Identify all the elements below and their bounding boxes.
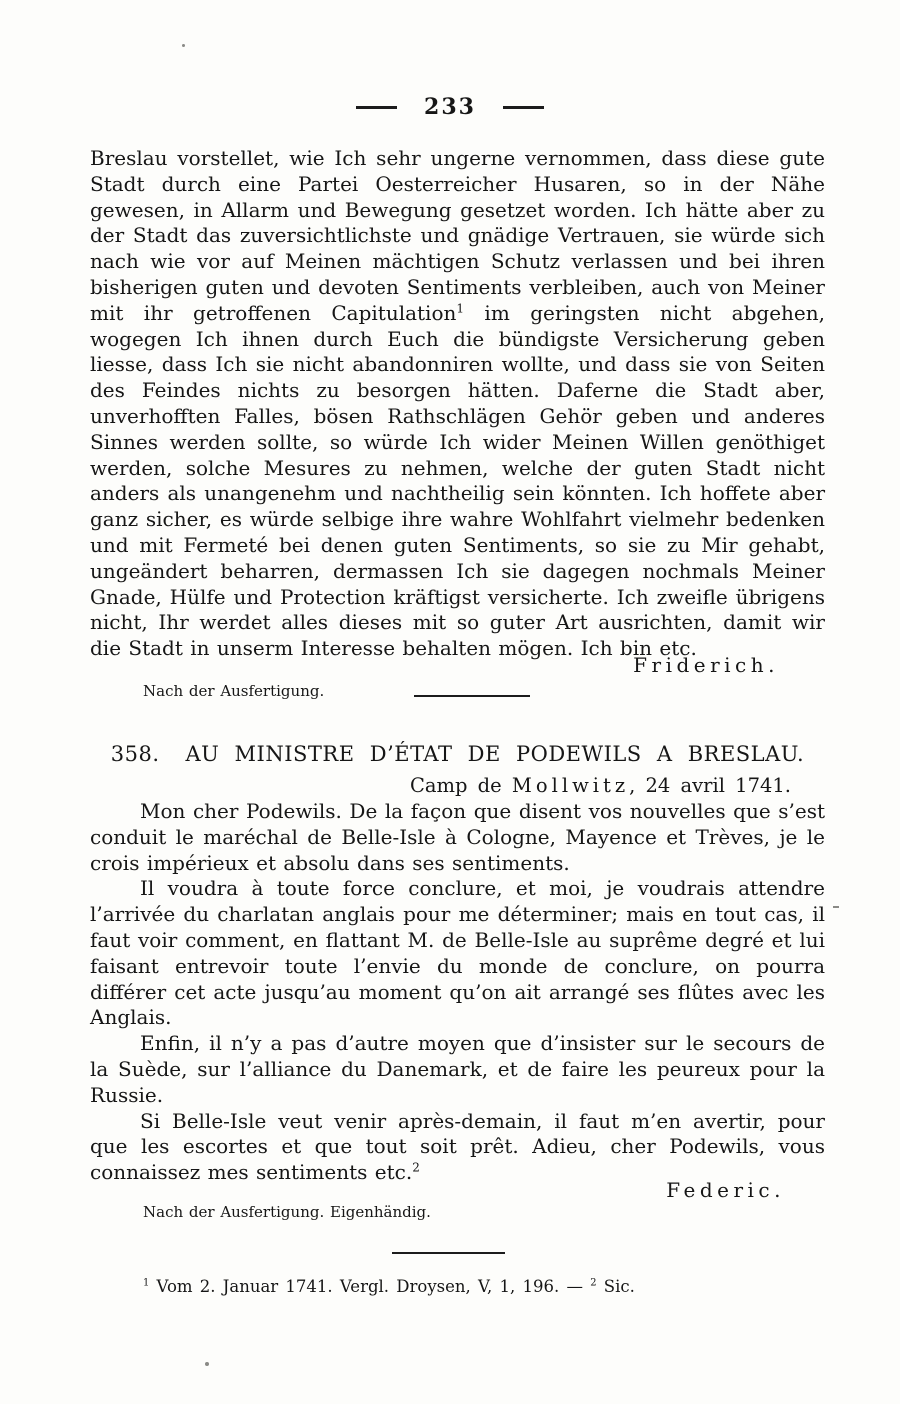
- page-number-dash-right: [503, 106, 544, 109]
- letter-357-body-text-after-ref: im geringsten nicht abgehen, wogegen Ich ihnen durch Euch die bündigste Versicherung geben liesse, dass Ich sie nicht abandonniren wollte, und dass sie von Seiten des Feindes nichts zu besorgen hätten. Daferne die Stadt aber, unverhofften Falles, bösen Rathschlägen Gehör geben und anderes Sinnes werden sollte, so würde Ich wider Meinen Willen genöthiget werden, solche Mesures zu nehmen, welche der guten Stadt nicht anders als unangenehm und nachtheilig sein könnten. Ich hoffete aber ganz sicher, es würde selbige ihre wahre Wohlfahrt vielmehr bedenken und mit Fermeté bei denen guten Sentiments, so sie zu Mir gehabt, ungeändert beharren, dermassen Ich sie dagegen nochmals Meiner Gnade, Hülfe und Protection kräftigst versicherte. Ich zweifle übrigens nicht, Ihr werdet alles dieses mit so guter Art ausrichten, damit wir die Stadt in unserm Interesse behalten mögen. Ich bin etc.: [90, 300, 826, 661]
- letter-358: [90, 741, 825, 1298]
- signature-federic: Federic.: [666, 1177, 785, 1202]
- scan-speck: [182, 44, 185, 47]
- footnote-ref-1-marker: 1: [456, 301, 465, 316]
- letter-357-body-text-before-ref: Breslau vorstellet, wie Ich sehr ungerne vernommen, dass diese gute Stadt durch eine Partei Oesterreicher Husaren, so in der Nähe gewesen, in Allarm und Bewegung gesetzet worden. Ich hätte aber zu der Stadt das zuversichtlichste und gnädige Vertrauen, sie würde sich nach wie vor auf Meinen mächtigen Schutz verlassen und bei ihren bisherigen guten und devoten Sentiments verbleiben, auch von Meiner mit ihr getroffenen Capitulation: [90, 146, 825, 325]
- letter-357-continuation: [90, 146, 825, 701]
- letter-357-body: [90, 146, 825, 662]
- provenance-note-1: Nach der Ausfertigung.: [143, 681, 325, 700]
- letter-358-paragraph-4-text: Si Belle-Isle veut venir après-demain, il faut m’en avertir, pour que les escortes et que tout soit prêt. Adieu, cher Podewils, vous connaissez mes sentiments etc.: [90, 1108, 825, 1185]
- footnote-marker-1: 1: [143, 1277, 150, 1289]
- page-number: 233: [424, 94, 476, 120]
- section-divider-1: [414, 695, 530, 697]
- letter-358-heading: [90, 741, 825, 767]
- dateline-prefix: Camp de: [409, 774, 512, 797]
- dateline-suffix: , 24 avril 1741.: [629, 774, 791, 797]
- footnote-text-2: Sic.: [596, 1276, 635, 1296]
- letter-358-body: [90, 799, 825, 1186]
- page-header: [0, 94, 900, 120]
- provenance-note-2: Nach der Ausfertigung. Eigenhändig.: [143, 1202, 431, 1221]
- scan-speck: [833, 906, 839, 908]
- footnote-ref-2-marker: 2: [412, 1160, 420, 1175]
- letter-358-dateline: [90, 773, 825, 799]
- scan-speck: [205, 1362, 209, 1366]
- footnote-marker-2: 2: [590, 1277, 597, 1289]
- letter-358-paragraph-2: Il voudra à toute force conclure, et moi, je voudrais attendre l’arrivée du charlatan anglais pour me déterminer; mais en tout cas, il faut voir comment, en flattant M. de Belle-Isle au suprême degré et lui faisant entrevoir toute l’envie du monde de conclure, on pourra différer cet acte jusqu’au moment qu’on ait arrangé ses flûtes avec les Anglais.: [90, 876, 825, 1030]
- letter-358-paragraph-1: Mon cher Podewils. De la façon que disent vos nouvelles que s’est conduit le maréchal de Belle-Isle à Cologne, Mayence et Trèves, je le crois impérieux et absolu dans ses sentiments.: [90, 799, 825, 875]
- letter-358-number: 358.: [110, 742, 160, 766]
- provenance-row: [143, 682, 825, 701]
- footnote-text-1: Vom 2. Januar 1741. Vergl. Droysen, V, 1, 196. —: [149, 1276, 591, 1296]
- page-number-dash-left: [356, 106, 397, 109]
- dateline-place: Mollwitz: [511, 774, 630, 797]
- footnote-line: [143, 1276, 825, 1298]
- letter-358-paragraph-4: [90, 1109, 825, 1186]
- section-divider-2: [392, 1252, 505, 1254]
- letter-358-title: AU MINISTRE D’ÉTAT DE PODEWILS A BRESLAU.: [185, 742, 805, 766]
- letter-358-paragraph-3: Enfin, il n’y a pas d’autre moyen que d’insister sur le secours de la Suède, sur l’alliance du Danemark, et de faire les peureux pour la Russie.: [90, 1031, 825, 1107]
- signature-friderich: Friderich.: [633, 652, 779, 677]
